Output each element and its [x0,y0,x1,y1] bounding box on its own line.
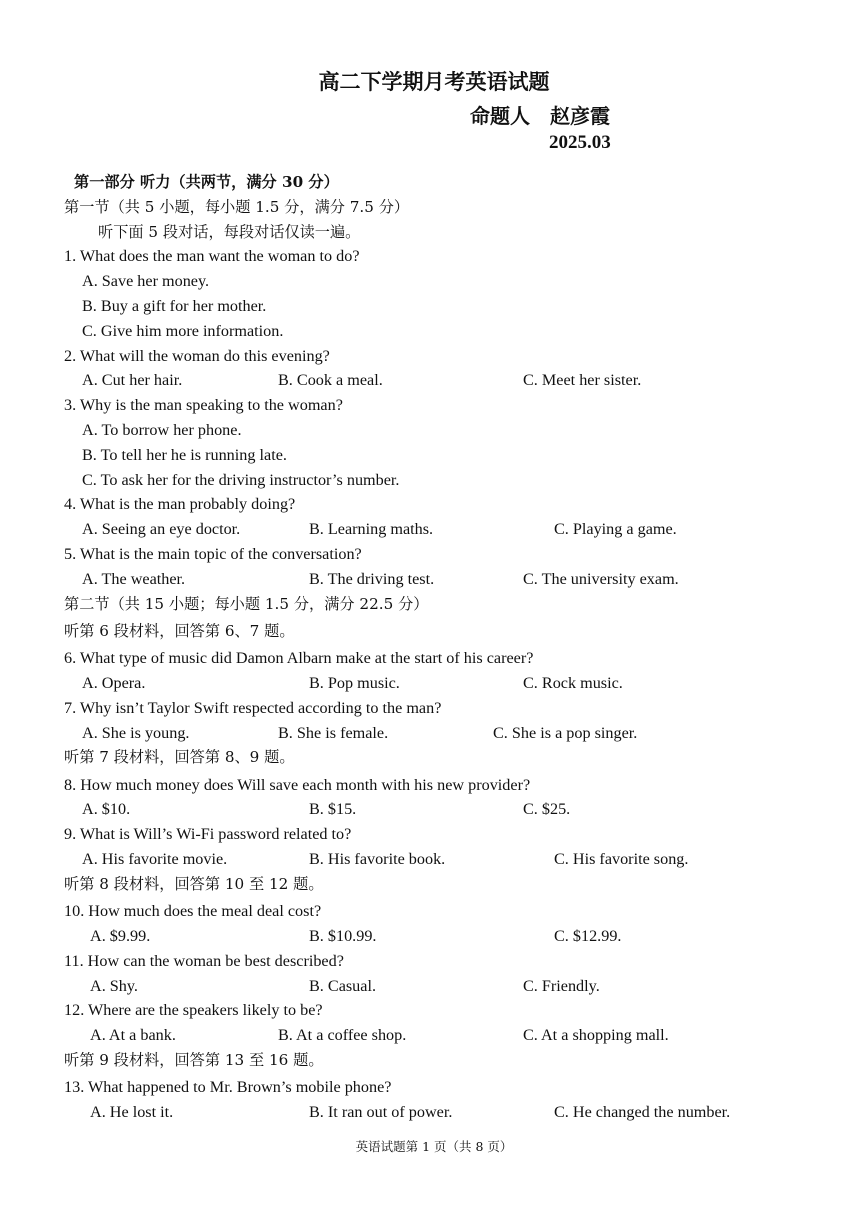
option-b: B. His favorite book. [309,850,446,869]
exam-content [64,170,824,1125]
question-stem: 8. How much money does Will save each month with his new provider? [64,775,531,794]
material-6-instruction: 听第 6 段材料，回答第 6、7 题。 [64,621,295,640]
option-b: B. Learning maths. [309,520,434,539]
option-a: A. Cut her hair. [82,371,183,390]
option-c: C. She is a pop singer. [493,723,638,742]
option-c: C. To ask her for the driving instructor’s number. [82,470,400,489]
page-footer: 英语试题第 1 页（共 8 页） [355,1139,513,1154]
option-a: A. Seeing an eye doctor. [82,520,241,539]
option-a: A. His favorite movie. [82,850,228,869]
option-c: C. He changed the number. [554,1102,731,1121]
option-c: C. Give him more information. [82,321,284,340]
option-b: B. The driving test. [309,569,435,588]
option-a: A. He lost it. [90,1102,174,1121]
option-c: C. $25. [523,800,571,819]
option-a: A. Shy. [90,976,138,995]
option-b: B. To tell her he is running late. [82,445,287,464]
material-9-instruction: 听第 9 段材料，回答第 13 至 16 题。 [64,1050,324,1069]
option-c: C. The university exam. [523,569,679,588]
option-b: B. At a coffee shop. [278,1026,407,1045]
option-a: A. At a bank. [90,1026,176,1045]
question-stem: 7. Why isn’t Taylor Swift respected according to the man? [64,698,442,717]
exam-author: 命题人 赵彦霞 [470,104,610,128]
option-row [64,1023,824,1048]
option-row [64,368,824,393]
option-a: A. Opera. [82,673,146,692]
question-stem: 5. What is the main topic of the conversation? [64,544,362,563]
option-row [64,517,824,542]
option-row [64,924,824,949]
option-a: A. The weather. [82,569,186,588]
option-row [64,721,824,746]
option-row [64,671,824,696]
material-7-instruction: 听第 7 段材料，回答第 8、9 题。 [64,748,295,767]
exam-date: 2025.03 [549,132,611,153]
question-stem: 2. What will the woman do this evening? [64,346,330,365]
option-c: C. Meet her sister. [523,371,642,390]
option-row [64,974,824,999]
question-stem: 11. How can the woman be best described? [64,951,344,970]
section1-instruction: 听下面 5 段对话，每段对话仅读一遍。 [98,222,361,241]
option-c: C. $12.99. [554,926,622,945]
option-b: B. $15. [309,800,357,819]
option-b: B. She is female. [278,723,389,742]
option-b: B. Casual. [309,976,376,995]
option-a: A. $9.99. [90,926,151,945]
option-b: B. Cook a meal. [278,371,383,390]
question-stem: 6. What type of music did Damon Albarn make at the start of his career? [64,649,534,668]
material-8-instruction: 听第 8 段材料，回答第 10 至 12 题。 [64,874,324,893]
option-b: B. It ran out of power. [309,1102,453,1121]
option-a: A. $10. [82,800,131,819]
option-c: C. His favorite song. [554,850,689,869]
question-stem: 10. How much does the meal deal cost? [64,902,322,921]
option-c: C. Friendly. [523,976,600,995]
option-row [64,797,824,822]
option-a: A. She is young. [82,723,190,742]
option-row [64,847,824,872]
option-c: C. Rock music. [523,673,623,692]
option-row [64,567,824,592]
option-c: C. Playing a game. [554,520,677,539]
option-b: B. Pop music. [309,673,400,692]
question-stem: 3. Why is the man speaking to the woman? [64,396,343,415]
part1-heading: 第一部分 听力（共两节，满分 30 分） [74,173,339,191]
option-b: B. $10.99. [309,926,377,945]
option-a: A. To borrow her phone. [82,420,242,439]
section1-heading: 第一节（共 5 小题，每小题 1.5 分，满分 7.5 分） [64,197,410,216]
question-stem: 4. What is the man probably doing? [64,495,296,514]
section2-heading: 第二节（共 15 小题；每小题 1.5 分，满分 22.5 分） [64,594,429,613]
question-stem: 1. What does the man want the woman to do? [64,247,360,266]
option-a: A. Save her money. [82,272,210,291]
question-stem: 9. What is Will’s Wi-Fi password related to? [64,825,352,844]
exam-title: 高二下学期月考英语试题 [318,69,550,94]
option-row [64,1100,824,1125]
question-stem: 12. Where are the speakers likely to be? [64,1001,323,1020]
question-stem: 13. What happened to Mr. Brown’s mobile phone? [64,1078,392,1097]
option-b: B. Buy a gift for her mother. [82,296,267,315]
option-c: C. At a shopping mall. [523,1026,669,1045]
